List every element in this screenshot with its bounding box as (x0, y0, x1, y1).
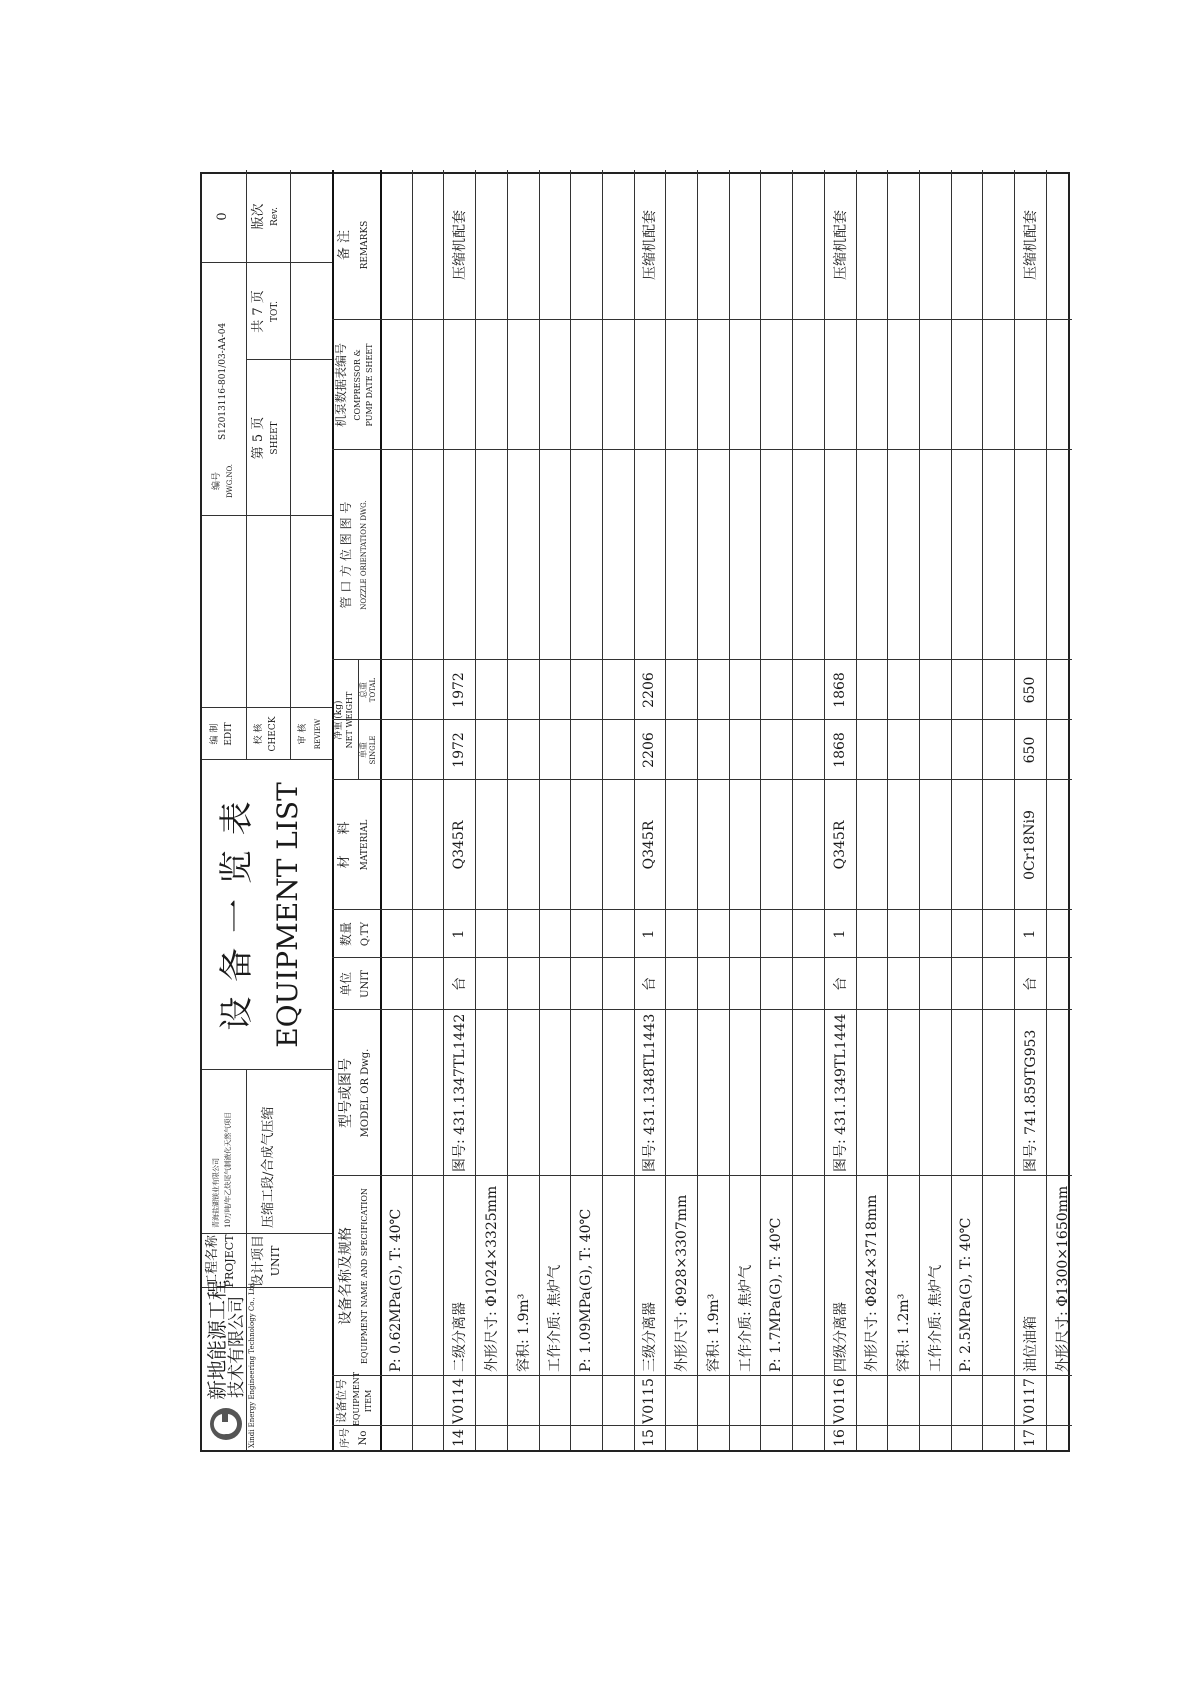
row-model (887, 1010, 919, 1176)
row-no: 14 (451, 1429, 468, 1447)
row-total (856, 660, 888, 720)
row-model: 图号: 741.859TG953 (1022, 1029, 1039, 1172)
row-item (507, 1376, 539, 1426)
row-single: 650 (1021, 736, 1038, 764)
row-item (760, 1376, 792, 1426)
col-remarks-cn: 备 注 (337, 229, 352, 261)
row-material: Q345R (451, 820, 468, 870)
row-qty: 1 (1021, 929, 1038, 939)
col-spec-en: EQUIPMENT NAME AND SPECIFICATION (360, 1188, 369, 1364)
col-weight-en: NET WEIGHT (345, 691, 354, 749)
row-item (729, 1376, 761, 1426)
row-material (602, 780, 634, 910)
row-remarks (412, 170, 444, 320)
row-model (951, 1010, 983, 1176)
project-value-2: 10万吨/年乙炔尾气制液化天然气项目 (224, 1111, 232, 1228)
row-unit (380, 958, 412, 1010)
col-material-cn: 材 料 (337, 821, 352, 869)
row-remarks (919, 170, 951, 320)
row-item (665, 1376, 697, 1426)
sheet-label-en: SHEET (270, 421, 280, 455)
unit-value: 压缩工段/合成气压缩 (261, 1106, 276, 1228)
row-unit (856, 958, 888, 1010)
tot-label-en: TOT. (270, 301, 280, 322)
row-spec: P: 1.7MPa(G), T: 40℃ (768, 1217, 785, 1372)
col-total-cn: 总重 (359, 682, 368, 698)
row-single (602, 720, 634, 780)
row-single (919, 720, 951, 780)
row-model (1046, 1010, 1078, 1176)
row-no (539, 1426, 571, 1450)
row-remarks (665, 170, 697, 320)
col-unit-cn: 单位 (339, 972, 353, 997)
review-label-en: REVIEW (314, 718, 322, 750)
row-unit (919, 958, 951, 1010)
check-label-cn: 校 核 (254, 723, 264, 745)
row-total (982, 660, 1014, 720)
row-single (951, 720, 983, 780)
row-model (760, 1010, 792, 1176)
row-unit (412, 958, 444, 1010)
row-material (507, 780, 539, 910)
row-single: 2206 (641, 732, 658, 768)
row-material (380, 780, 412, 910)
row-single (570, 720, 602, 780)
row-material (729, 780, 761, 910)
row-remarks (507, 170, 539, 320)
row-model (919, 1010, 951, 1176)
row-remarks (380, 170, 412, 320)
row-model (982, 1010, 1014, 1176)
row-material (570, 780, 602, 910)
col-single-en: SINGLE (369, 735, 377, 765)
row-total (380, 660, 412, 720)
row-unit: 台 (642, 977, 659, 991)
col-unit-en: UNIT (360, 970, 371, 998)
row-material (919, 780, 951, 910)
row-total: 1972 (451, 672, 468, 708)
row-qty: 1 (831, 929, 848, 939)
row-remarks: 压缩机配套 (832, 210, 849, 280)
row-remarks (602, 170, 634, 320)
col-no-cn: 序号 (340, 1428, 351, 1448)
row-remarks (982, 170, 1014, 320)
col-datasheet-cn: 机泵数据表编号 (334, 343, 348, 428)
row-qty (507, 910, 539, 958)
row-total (729, 660, 761, 720)
row-item (856, 1376, 888, 1426)
unit-label-cn: 设计项目 (251, 1235, 266, 1288)
row-qty (729, 910, 761, 958)
row-item (697, 1376, 729, 1426)
row-spec (792, 1176, 824, 1376)
row-item (412, 1376, 444, 1426)
row-single (887, 720, 919, 780)
row-single (539, 720, 571, 780)
row-single (1046, 720, 1078, 780)
row-spec: 三级分离器 (642, 1302, 659, 1372)
row-no (570, 1426, 602, 1450)
row-material (697, 780, 729, 910)
row-no (856, 1426, 888, 1450)
row-spec: P: 0.62MPa(G), T: 40℃ (387, 1208, 404, 1372)
row-item: V0117 (1021, 1378, 1038, 1424)
row-item (919, 1376, 951, 1426)
company-logo-icon (208, 1406, 244, 1442)
row-qty (792, 910, 824, 958)
row-total (475, 660, 507, 720)
row-spec (412, 1176, 444, 1376)
unit-label-en: UNIT (269, 1245, 282, 1277)
row-remarks: 压缩机配套 (1022, 210, 1039, 280)
row-model (665, 1010, 697, 1176)
row-unit (665, 958, 697, 1010)
row-no (1046, 1426, 1078, 1450)
col-material-en: MATERIAL (360, 819, 370, 871)
project-value-1: 青海盐湖镁业有限公司 (212, 1158, 220, 1228)
col-item-cn: 设备位号 (335, 1379, 348, 1423)
row-item (602, 1376, 634, 1426)
row-material: 0Cr18Ni9 (1021, 810, 1038, 880)
row-unit (507, 958, 539, 1010)
row-item (539, 1376, 571, 1426)
equipment-list-sheet (200, 172, 1070, 1452)
row-material (856, 780, 888, 910)
row-total (1046, 660, 1078, 720)
row-model (697, 1010, 729, 1176)
company-name-cn-1: 新地能源工程 (205, 1280, 229, 1400)
row-spec: 容积: 1.9m³ (515, 1293, 532, 1372)
row-material: Q345R (831, 820, 848, 870)
row-total (760, 660, 792, 720)
row-spec: 油位油箱 (1022, 1316, 1039, 1372)
row-model (792, 1010, 824, 1176)
row-single (697, 720, 729, 780)
row-no (475, 1426, 507, 1450)
row-model: 图号: 431.1348TL1443 (642, 1013, 659, 1172)
row-model: 图号: 431.1347TL1442 (452, 1013, 469, 1172)
row-total (570, 660, 602, 720)
row-item: V0116 (831, 1378, 848, 1424)
row-qty (951, 910, 983, 958)
row-single (792, 720, 824, 780)
rev-label-en: Rev. (270, 207, 280, 226)
row-model (539, 1010, 571, 1176)
row-no: 16 (831, 1429, 848, 1447)
row-unit (475, 958, 507, 1010)
row-spec: 工作介质: 焦炉气 (927, 1264, 944, 1372)
row-total: 2206 (641, 672, 658, 708)
row-no (729, 1426, 761, 1450)
row-material (665, 780, 697, 910)
row-single (475, 720, 507, 780)
row-spec: 二级分离器 (452, 1302, 469, 1372)
row-material (951, 780, 983, 910)
row-material (475, 780, 507, 910)
row-item (1046, 1376, 1078, 1426)
row-qty (856, 910, 888, 958)
row-spec: P: 2.5MPa(G), T: 40℃ (958, 1217, 975, 1372)
row-spec: 外形尺寸: Φ824×3718mm (864, 1194, 881, 1372)
row-no: 15 (641, 1429, 658, 1447)
row-item (475, 1376, 507, 1426)
col-qty-cn: 数量 (339, 922, 353, 947)
row-qty (697, 910, 729, 958)
col-item-en1: EQUIPMENT (352, 1371, 361, 1426)
row-qty (665, 910, 697, 958)
row-remarks (951, 170, 983, 320)
row-unit (1046, 958, 1078, 1010)
row-qty (539, 910, 571, 958)
row-no: 17 (1021, 1429, 1038, 1447)
row-single: 1972 (451, 732, 468, 768)
row-total (665, 660, 697, 720)
row-remarks (1046, 170, 1078, 320)
row-no (792, 1426, 824, 1450)
row-single (380, 720, 412, 780)
row-total (539, 660, 571, 720)
row-single: 1868 (831, 732, 848, 768)
row-unit (982, 958, 1014, 1010)
row-model (412, 1010, 444, 1176)
row-item (570, 1376, 602, 1426)
row-spec: 容积: 1.9m³ (705, 1293, 722, 1372)
row-no (919, 1426, 951, 1450)
row-material: Q345R (641, 820, 658, 870)
row-spec (982, 1176, 1014, 1376)
row-total (412, 660, 444, 720)
row-total (792, 660, 824, 720)
row-item (380, 1376, 412, 1426)
row-single (982, 720, 1014, 780)
row-unit: 台 (1022, 977, 1039, 991)
row-unit (792, 958, 824, 1010)
row-remarks (475, 170, 507, 320)
row-unit (539, 958, 571, 1010)
row-item (792, 1376, 824, 1426)
company-name-en: Xindi Energy Engineering Technology Co., Ltd. (248, 1280, 256, 1448)
row-unit (887, 958, 919, 1010)
row-no (951, 1426, 983, 1450)
row-material (539, 780, 571, 910)
col-single-cn: 单重 (359, 742, 368, 758)
row-model (475, 1010, 507, 1176)
row-remarks (887, 170, 919, 320)
col-datasheet-en1: COMPRESSOR & (353, 349, 362, 421)
dwg-number: S12013116-801/03-AA-04 (218, 322, 228, 440)
row-unit: 台 (452, 977, 469, 991)
row-model (380, 1010, 412, 1176)
row-total (602, 660, 634, 720)
project-label-cn: 工程名称 (205, 1235, 220, 1288)
row-total (887, 660, 919, 720)
row-unit (570, 958, 602, 1010)
row-spec: 四级分离器 (832, 1302, 849, 1372)
row-no (507, 1426, 539, 1450)
row-unit (602, 958, 634, 1010)
row-qty (1046, 910, 1078, 958)
row-total (951, 660, 983, 720)
row-model: 图号: 431.1349TL1444 (832, 1013, 849, 1172)
edit-label-en: EDIT (224, 722, 234, 746)
page-title-en: EQUIPMENT LIST (271, 782, 304, 1048)
col-nozzle-cn: 管 口 方 位 图 图 号 (339, 501, 353, 609)
row-spec (602, 1176, 634, 1376)
row-remarks (539, 170, 571, 320)
row-model (729, 1010, 761, 1176)
row-remarks (760, 170, 792, 320)
row-total: 650 (1021, 676, 1038, 704)
row-qty: 1 (641, 929, 658, 939)
row-total (919, 660, 951, 720)
row-remarks (856, 170, 888, 320)
row-single (760, 720, 792, 780)
row-single (729, 720, 761, 780)
row-remarks (729, 170, 761, 320)
row-qty (760, 910, 792, 958)
row-qty (475, 910, 507, 958)
row-item: V0115 (641, 1378, 658, 1424)
row-unit (729, 958, 761, 1010)
edit-label-cn: 编 制 (210, 723, 220, 745)
row-material (412, 780, 444, 910)
row-qty (919, 910, 951, 958)
row-total (697, 660, 729, 720)
row-unit: 台 (832, 977, 849, 991)
row-spec: 工作介质: 焦炉气 (737, 1264, 754, 1372)
row-qty (982, 910, 1014, 958)
row-total (507, 660, 539, 720)
col-datasheet-en2: PUMP DATE SHEET (365, 343, 374, 427)
row-total: 1868 (831, 672, 848, 708)
col-total-en: TOTAL (369, 677, 377, 703)
row-item (951, 1376, 983, 1426)
rev-value: 0 (215, 212, 230, 221)
row-unit (951, 958, 983, 1010)
row-remarks (697, 170, 729, 320)
company-name-cn-2: 技术有限公司 (227, 1296, 247, 1398)
row-single (412, 720, 444, 780)
col-remarks-en: REMARKS (360, 220, 370, 270)
col-no-en: No (358, 1430, 369, 1446)
row-spec: 容积: 1.2m³ (896, 1293, 913, 1372)
row-no (412, 1426, 444, 1450)
row-material (982, 780, 1014, 910)
dwg-label-cn: 编号 (212, 472, 222, 491)
row-single (507, 720, 539, 780)
row-material (1046, 780, 1078, 910)
row-item (887, 1376, 919, 1426)
row-single (856, 720, 888, 780)
row-model (570, 1010, 602, 1176)
row-qty (570, 910, 602, 958)
row-remarks: 压缩机配套 (452, 210, 469, 280)
row-qty (380, 910, 412, 958)
row-spec: 外形尺寸: Φ1024×3325mm (483, 1185, 500, 1372)
row-item: V0114 (451, 1378, 468, 1424)
row-no (697, 1426, 729, 1450)
project-label-en: PROJECT (223, 1234, 236, 1288)
row-no (760, 1426, 792, 1450)
row-spec: 外形尺寸: Φ928×3307mm (674, 1194, 691, 1372)
tot-label-cn: 共 7 页 (251, 290, 266, 333)
row-model (856, 1010, 888, 1176)
col-nozzle-en: NOZZLE ORIENTATION DWG. (360, 500, 368, 610)
row-no (887, 1426, 919, 1450)
row-unit (760, 958, 792, 1010)
col-item-en2: ITEM (364, 1389, 373, 1413)
col-qty-en: Q.TY (360, 921, 371, 947)
review-label-cn: 审 核 (298, 723, 308, 745)
row-model (602, 1010, 634, 1176)
row-qty (602, 910, 634, 958)
row-qty: 1 (451, 929, 468, 939)
row-material (887, 780, 919, 910)
row-qty (887, 910, 919, 958)
row-single (665, 720, 697, 780)
row-remarks: 压缩机配套 (642, 210, 659, 280)
row-spec: 外形尺寸: Φ1300×1650mm (1054, 1185, 1071, 1372)
row-material (792, 780, 824, 910)
row-model (507, 1010, 539, 1176)
row-material (760, 780, 792, 910)
row-remarks (570, 170, 602, 320)
row-spec: P: 1.09MPa(G), T: 40℃ (578, 1208, 595, 1372)
rev-label-cn: 版次 (251, 203, 266, 230)
row-remarks (792, 170, 824, 320)
row-no (982, 1426, 1014, 1450)
col-spec-cn: 设备名称及规格 (338, 1227, 354, 1325)
col-model-en: MODEL OR Dwg. (360, 1048, 371, 1138)
row-qty (412, 910, 444, 958)
page-title-cn: 设 备 一 览 表 (217, 799, 257, 1031)
check-label-en: CHECK (268, 716, 278, 752)
col-model-cn: 型号或图号 (338, 1058, 354, 1128)
row-unit (697, 958, 729, 1010)
row-spec: 工作介质: 焦炉气 (547, 1264, 564, 1372)
row-no (380, 1426, 412, 1450)
row-no (602, 1426, 634, 1450)
col-weight-cn: 净重 (kg) (334, 700, 344, 740)
dwg-label-en: DWG.NO. (226, 463, 234, 499)
row-item (982, 1376, 1014, 1426)
sheet-label-cn: 第 5 页 (251, 416, 266, 460)
row-no (665, 1426, 697, 1450)
